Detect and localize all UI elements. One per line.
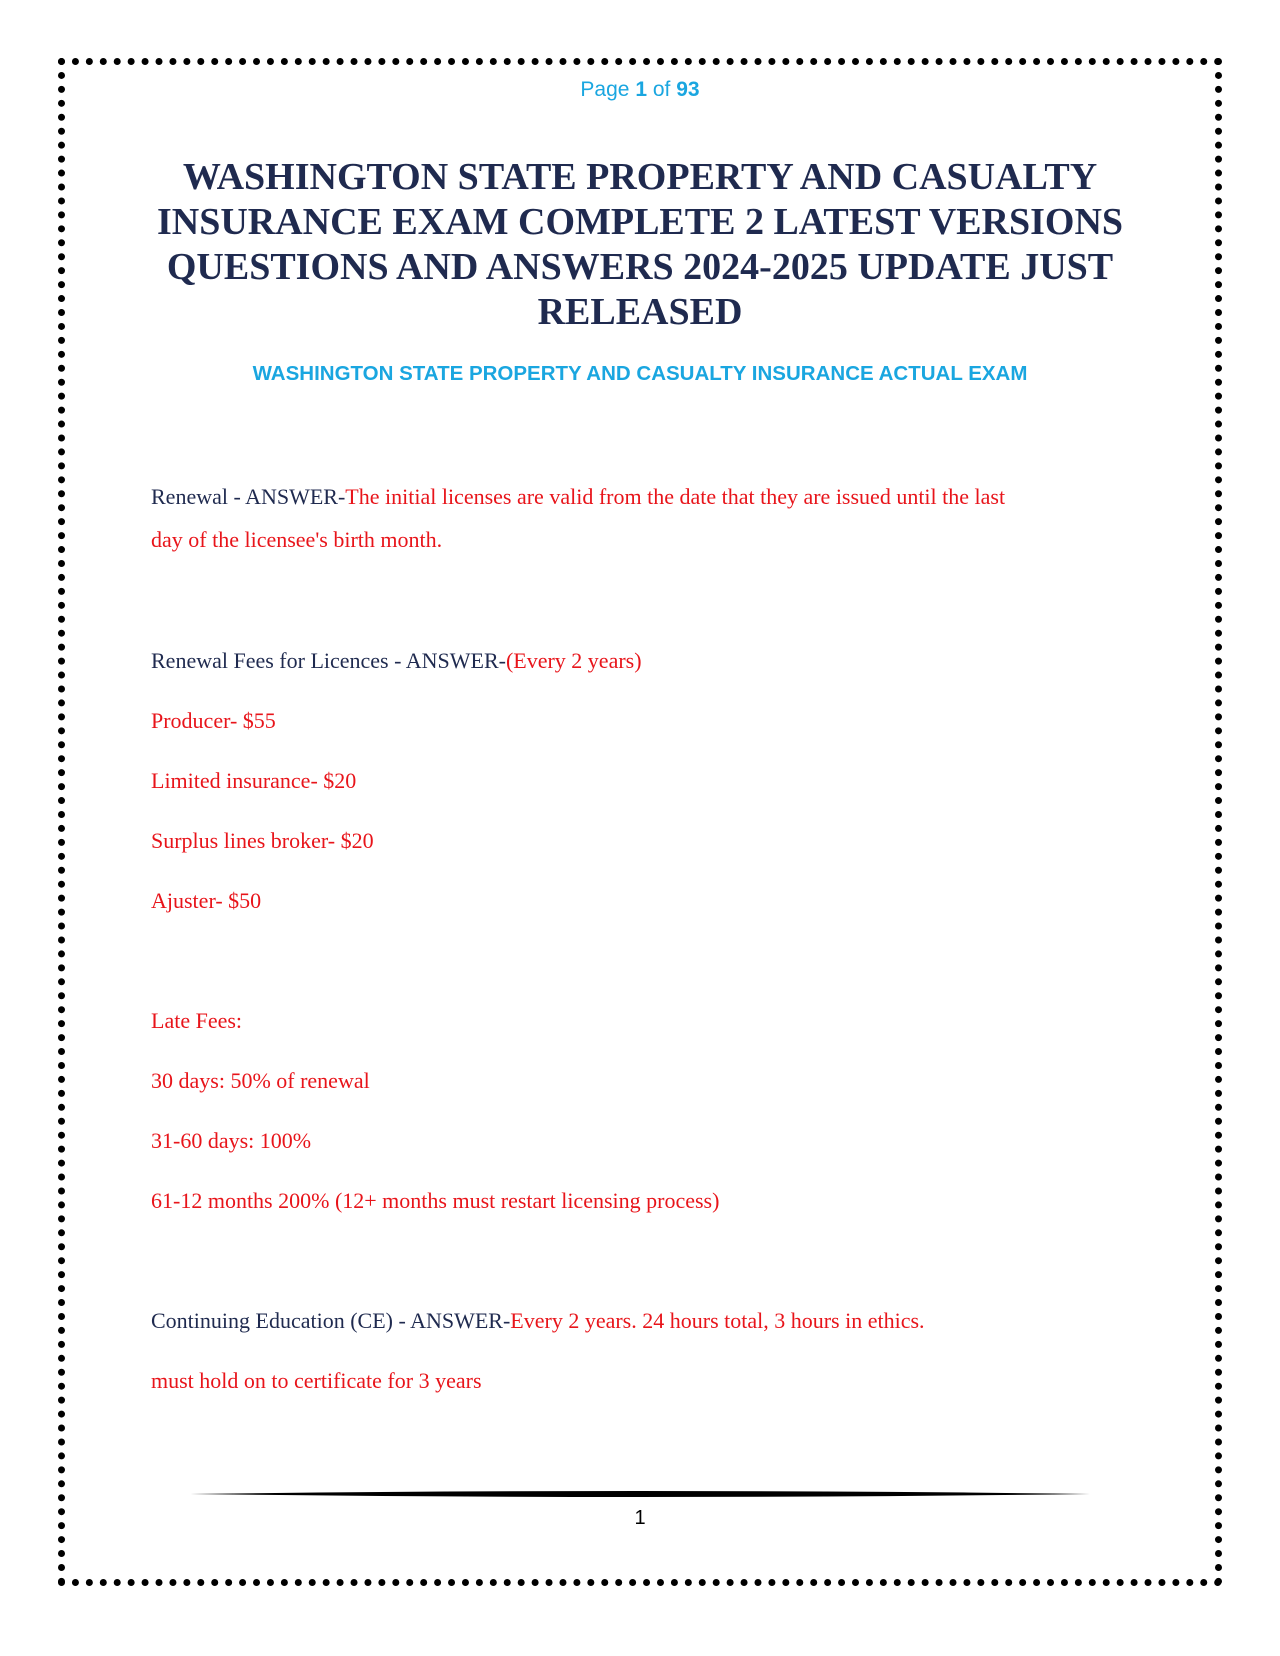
fee-item: Limited insurance- $20 (151, 768, 357, 793)
fee-item: Surplus lines broker- $20 (151, 828, 374, 853)
qa-continuing-education-line2: must hold on to certificate for 3 years (151, 1368, 482, 1393)
qa-renewal-line1 (151, 484, 1005, 510)
late-fee-item: 31-60 days: 100% (151, 1128, 312, 1153)
qa-term: Renewal Fees for Licences - ANSWER- (151, 648, 506, 673)
qa-renewal-line2: day of the licensee's birth month. (151, 527, 443, 552)
fee-item: Ajuster- $50 (151, 888, 262, 913)
page-total: 93 (676, 78, 700, 101)
qa-answer: Every 2 years. 24 hours total, 3 hours in ethics. (510, 1308, 925, 1333)
qa-answer: The initial licenses are valid from the date that they are issued until the last (345, 484, 1006, 509)
page-indicator (0, 78, 1280, 102)
qa-continuing-education (151, 1308, 925, 1334)
page-label: Page (580, 78, 630, 101)
late-fee-item: 61-12 months 200% (12+ months must restart licensing process) (151, 1188, 720, 1213)
page-current: 1 (635, 78, 647, 101)
qa-renewal-fees (151, 648, 642, 674)
document-subtitle: WASHINGTON STATE PROPERTY AND CASUALTY INSURANCE ACTUAL EXAM (252, 362, 1028, 385)
page-number: 1 (634, 1507, 646, 1529)
fee-item: Producer- $55 (151, 708, 276, 733)
page-of: of (652, 78, 671, 101)
document-title: WASHINGTON STATE PROPERTY AND CASUALTY INSURANCE EXAM COMPLETE 2 LATEST VERSIONS QUESTIONS AND ANSWERS 2024-2025 UPDATE JUST RELEASED (156, 156, 1124, 333)
qa-term: Renewal - ANSWER- (151, 484, 346, 509)
qa-answer: (Every 2 years) (505, 648, 642, 673)
late-fee-item: 30 days: 50% of renewal (151, 1068, 370, 1093)
late-fees-heading: Late Fees: (151, 1008, 243, 1033)
footer-divider (190, 1489, 1090, 1499)
qa-term: Continuing Education (CE) - ANSWER- (151, 1308, 511, 1333)
